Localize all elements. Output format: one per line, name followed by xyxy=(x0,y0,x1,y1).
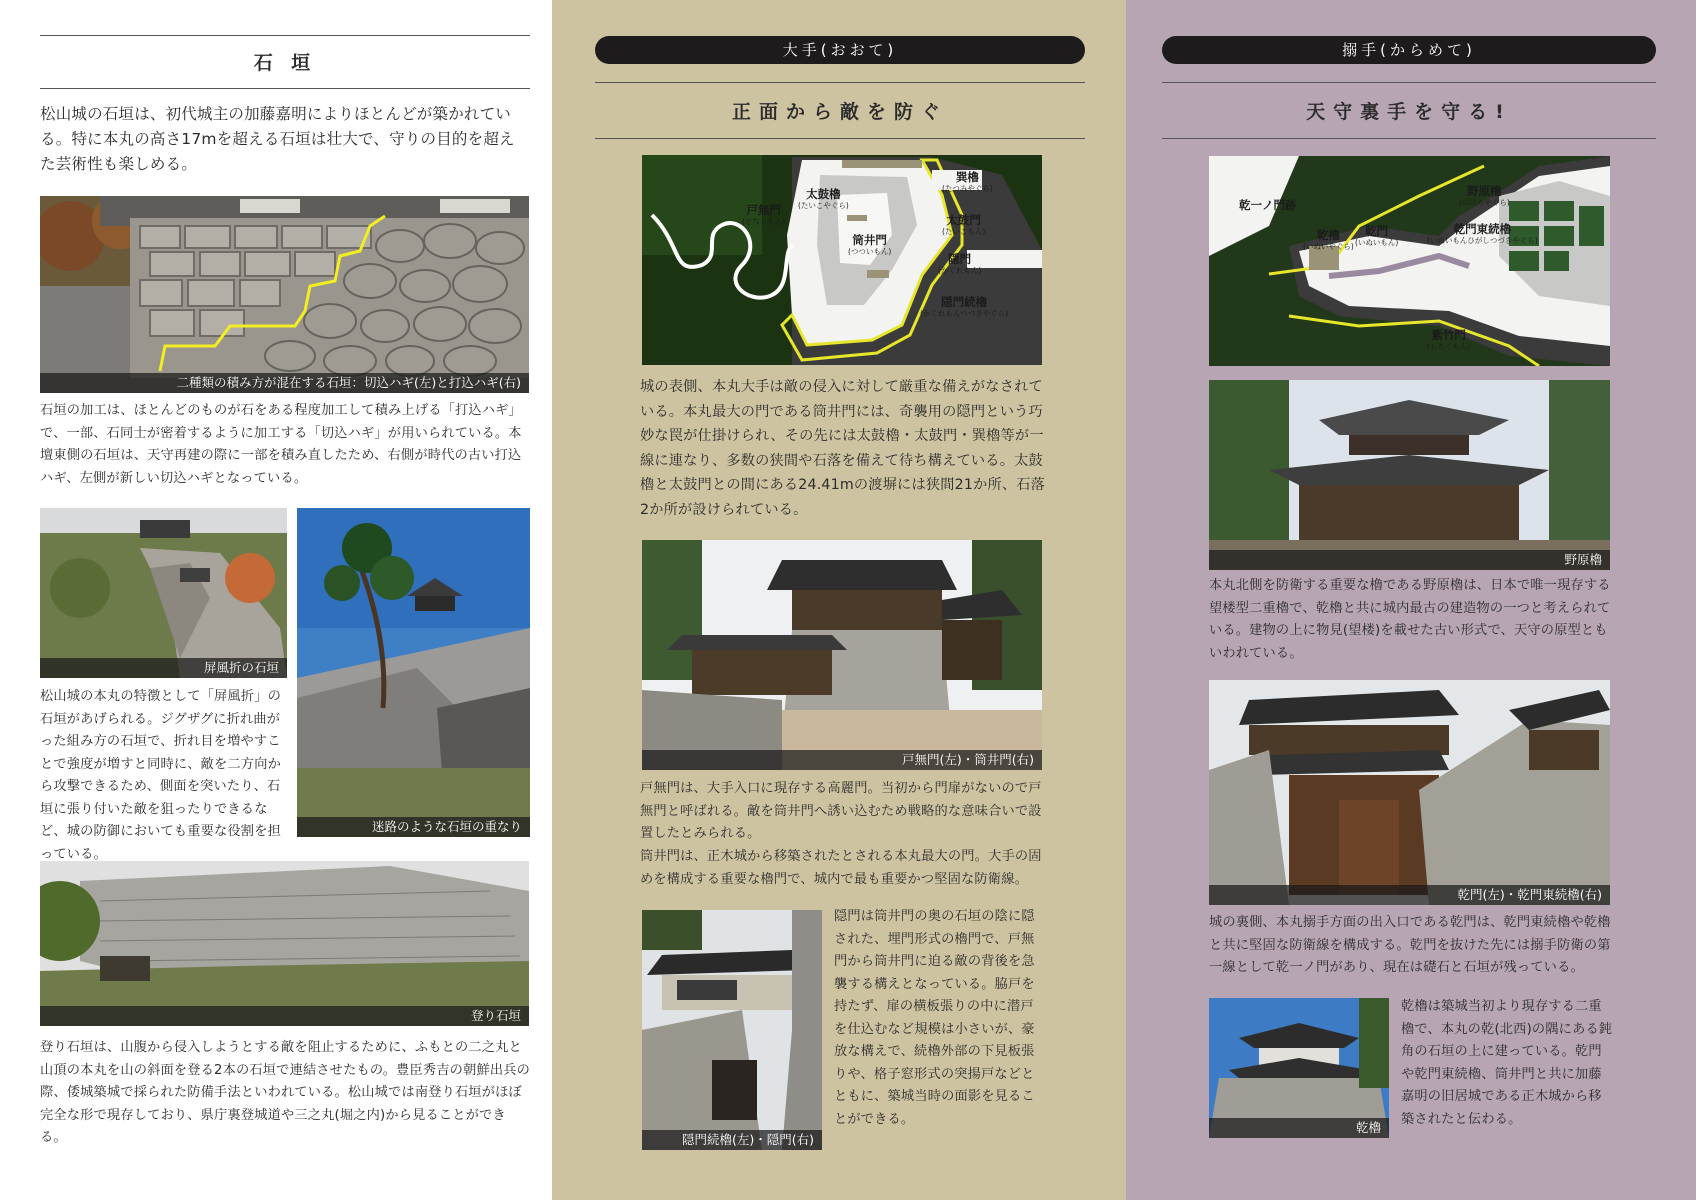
section-title-pill: 大手(おおて) xyxy=(595,36,1085,64)
nohara-yagura-illustration xyxy=(1209,380,1610,570)
section-heading: 石 垣 xyxy=(253,52,317,74)
heading-rule xyxy=(40,88,530,89)
photo-caption: 二種類の積み方が混在する石垣：切込ハギ(左)と打込ハギ(右) xyxy=(40,373,529,393)
karamete-map xyxy=(1209,156,1610,366)
kakuremon-text: 隠門は筒井門の奥の石垣の陰に隠された、埋門形式の櫓門で、戸無門から筒井門に迫る敵の背後を急襲する構えとなっている。脇戸を持たず、扉の横板張りの中に潜戸を仕込むなど規模は小さいが、豪放な構えで、続櫓外部の下見板張りや、格子窓形式の突揚戸などとともに、築城当時の面影を見ることができる。 xyxy=(834,909,1035,1127)
photo-caption: 隠門続櫓(左)・隠門(右) xyxy=(642,1130,822,1150)
inui-yagura-text: 乾櫓は築城当初より現存する二重櫓で、本丸の乾(北西)の隅にある鈍角の石垣の上に建っている。乾門や乾門東続櫓、筒井門と共に加藤嘉明の旧居城である正木城から移築されたと伝わる。 xyxy=(1401,999,1613,1127)
map-label-taikomon: 太鼓門 (たいこもん) xyxy=(942,213,986,236)
inuimon-text: 城の裏側、本丸搦手方面の出入口である乾門は、乾門東続櫓や乾櫓と共に堅固な防衛線を構成する。乾門を抜けた先には搦手防衛の第一線として乾一ノ門があり、現在は礎石と石垣が残っている。 xyxy=(1209,915,1611,975)
section-subtitle: 天守裏手を守る! xyxy=(1306,101,1512,123)
photo-caption: 野原櫓 xyxy=(1209,550,1610,570)
photo-tonashimon xyxy=(642,540,1042,770)
photo-inui-yagura xyxy=(1209,998,1389,1138)
stone-wall-illustration xyxy=(40,196,529,393)
photo-nohara-yagura xyxy=(1209,380,1610,570)
inui-yagura-illustration xyxy=(1209,998,1389,1138)
inuimon-illustration xyxy=(1209,680,1610,905)
tonashimon-text: 戸無門は、大手入口に現存する高麗門。当初から門扉がないので戸無門と呼ばれる。敵を筒井門へ誘い込むため戦略的な意味合いで設置したとみられる。 xyxy=(640,781,1042,841)
map-label-shichikumon: 紫竹門 (しちくもん) xyxy=(1427,328,1471,351)
map-label-kakuremon: 隠門 (かくれもん) xyxy=(938,252,982,275)
subtitle-rule-top xyxy=(1162,82,1656,83)
ote-map xyxy=(642,155,1042,365)
nohara-yagura-text: 本丸北側を防衛する重要な櫓である野原櫓は、日本で唯一現存する望楼型二重櫓で、乾櫓と共に城内最古の建造物の一つと考えられている。建物の上に物見(望楼)を載せた古い形式で、天守の原型ともいわれている。 xyxy=(1209,578,1611,661)
top-rule xyxy=(40,35,530,36)
photo-caption: 乾櫓 xyxy=(1209,1118,1389,1138)
map-label-kakuremon-tsuzukiyagura: 隠門続櫓 (かくれもんつづきやぐら) xyxy=(920,295,1009,318)
photo-caption: 乾門(左)・乾門東続櫓(右) xyxy=(1209,885,1610,905)
karamete-map-illustration xyxy=(1209,156,1610,366)
column-ishigaki xyxy=(0,0,552,1200)
nobori-text: 登り石垣は、山腹から侵入しようとする敵を阻止するために、ふもとの二之丸と山頂の本丸を山の斜面を登る2本の石垣で連結させたもの。豊臣秀吉の朝鮮出兵の際、倭城築城で採られた防備手法といわれている。松山城では南登り石垣がほぼ完全な形で現存しており、県庁裏登城道や三之丸(堀之内)から見ることができる。 xyxy=(40,1040,531,1145)
ishigaki-text: 石垣の加工は、ほとんどのものが石をある程度加工して積み上げる「打込ハギ」で、一部、石同士が密着するように加工する「切込ハギ」が用いられている。本壇東側の石垣は、天守再建の際に一部を積み直したため、右側が時代の古い打込ハギ、左側が新しい切込ハギとなっている。 xyxy=(40,403,522,486)
maze-wall-illustration xyxy=(297,508,530,837)
section-subtitle: 正面から敵を防ぐ xyxy=(731,101,948,123)
photo-caption: 迷路のような石垣の重なり xyxy=(297,817,530,837)
photo-caption: 登り石垣 xyxy=(40,1006,529,1026)
ote-intro-text: 城の表側、本丸大手は敵の侵入に対して厳重な備えがなされている。本丸最大の門である筒井門には、奇襲用の隠門という巧妙な罠が仕掛けられ、その先には太鼓櫓・太鼓門・巽櫓等が一線に連なり、多数の狭間や石落を備えて待ち構えている。太鼓櫓と太鼓門との間にある24.41mの渡塀には狭間21か所、石落2か所が設けられている。 xyxy=(640,379,1046,518)
section-title-pill: 搦手(からめて) xyxy=(1162,36,1656,64)
photo-kakuremon xyxy=(642,910,822,1150)
photo-ishigaki-mixed xyxy=(40,196,529,393)
kakuremon-illustration xyxy=(642,910,822,1150)
map-label-tsutsuimon: 筒井門 (つついもん) xyxy=(848,233,892,256)
map-label-inuimon-higashi-tsuzukiyagura: 乾門東続櫓 (いぬいもんひがしつづきやぐら) xyxy=(1427,222,1538,245)
photo-nobori xyxy=(40,861,529,1026)
byobu-illustration xyxy=(40,508,287,678)
map-label-taikoyagura: 太鼓櫓 (たいこやぐら) xyxy=(798,187,849,210)
column-karamete xyxy=(1126,0,1696,1200)
map-label-inui-yagura: 乾櫓 (いぬいやぐら) xyxy=(1303,228,1354,251)
tsutsuimon-text: 筒井門は、正木城から移築されたとされる本丸最大の門。大手の固めを構成する重要な櫓門で、城内で最も重要かつ堅固な防衛線。 xyxy=(640,849,1042,887)
subtitle-rule-bottom xyxy=(595,138,1085,139)
photo-maze xyxy=(297,508,530,837)
subtitle-rule-bottom xyxy=(1162,138,1656,139)
photo-caption: 屏風折の石垣 xyxy=(40,658,287,678)
nobori-illustration xyxy=(40,861,529,1026)
byobu-text: 松山城の本丸の特徴として「屏風折」の石垣があげられる。ジグザグに折れ曲がった組み方の石垣で、折れ目を増やすことで強度が増すと同時に、敵を二方向から攻撃できるため、側面を突いたり、石垣に張り付いた敵を狙ったりできるなど、城の防御においても重要な役割を担っている。 xyxy=(40,689,281,862)
column-ote xyxy=(552,0,1126,1200)
photo-byobu xyxy=(40,508,287,678)
photo-caption: 戸無門(左)・筒井門(右) xyxy=(642,750,1042,770)
map-label-tatsumiyagura: 巽櫓 (たつみやぐら) xyxy=(942,170,993,193)
photo-inuimon xyxy=(1209,680,1610,905)
map-label-inui-ichinomon-ato: 乾一ノ門跡 xyxy=(1239,198,1297,212)
subtitle-rule-top xyxy=(595,82,1085,83)
map-label-inuimon: 乾門 (いぬいもん) xyxy=(1355,224,1399,247)
map-label-nohara-yagura: 野原櫓 (のはらやぐら) xyxy=(1459,184,1510,207)
lead-text: 松山城の石垣は、初代城主の加藤嘉明によりほとんどが築かれている。特に本丸の高さ17mを超える石垣は壮大で、守りの目的を超えた芸術性も楽しめる。 xyxy=(40,105,515,173)
tonashimon-illustration xyxy=(642,540,1042,770)
map-label-tonashimon: 戸無門 (となしもん) xyxy=(742,203,786,226)
